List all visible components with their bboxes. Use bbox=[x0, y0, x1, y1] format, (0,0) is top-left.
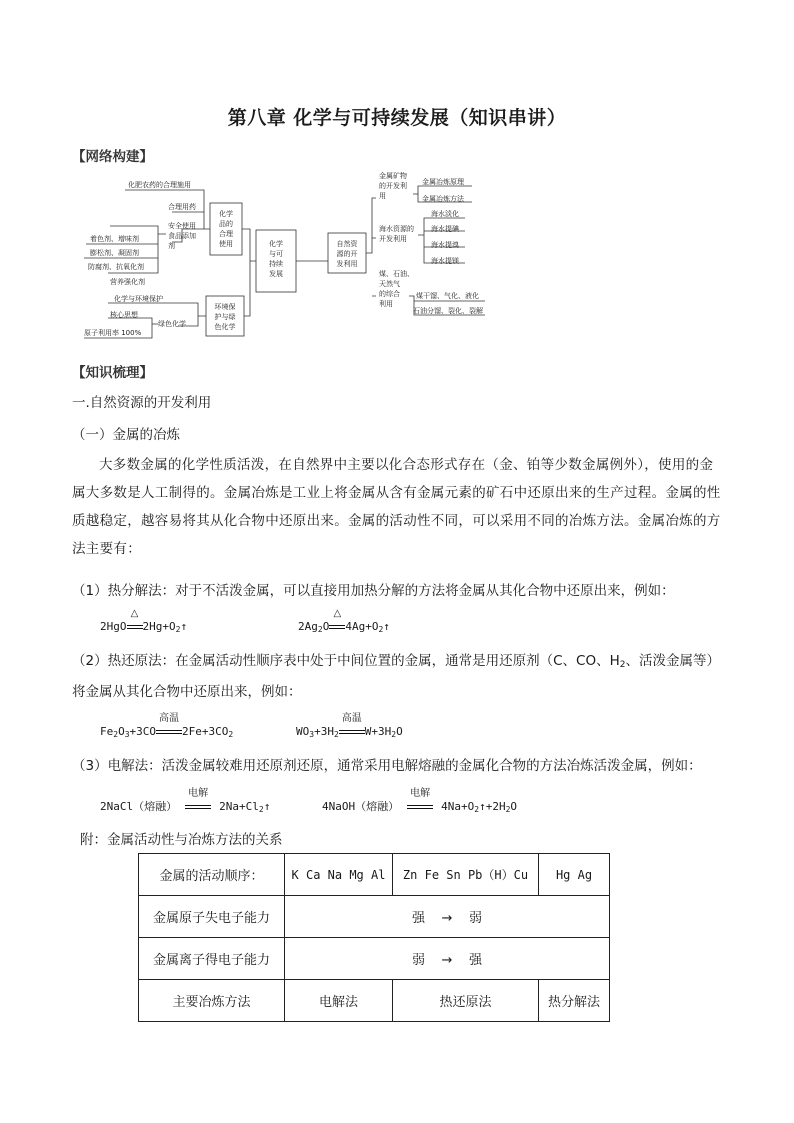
table-cell: 金属原子失电子能力 bbox=[139, 896, 285, 938]
center-node-line: 与可 bbox=[269, 250, 283, 258]
coal-item: 石油分馏、裂化、裂解 bbox=[413, 307, 483, 315]
table-cell: 金属离子得电子能力 bbox=[139, 938, 285, 980]
equation-wo3: $WO_3+3H_2$ 高温 $W+3H_2O$ bbox=[296, 713, 403, 739]
node-metal: 用 bbox=[379, 192, 386, 200]
node-line: 源的开 bbox=[336, 250, 358, 258]
appendix-caption: 附：金属活动性与冶炼方法的关系 bbox=[80, 832, 283, 848]
item-fertilizer: 化肥农药的合理施用 bbox=[128, 181, 191, 189]
section-heading-1: 一.自然资源的开发利用 bbox=[72, 395, 212, 411]
equation-naoh: 4NaOH（熔融） 电解 $4Na+O_2↑+2H_2O$ bbox=[322, 788, 518, 814]
green-core: 核心思想 bbox=[110, 311, 138, 319]
sea-item: 海水提镁 bbox=[431, 257, 459, 265]
electrolysis-condition: 电解 bbox=[410, 788, 431, 799]
high-temp-condition: 高温 bbox=[341, 713, 362, 724]
item-medicine: 合理用药 bbox=[168, 203, 196, 211]
item-food-1: 安全使用 bbox=[168, 222, 196, 230]
center-node-line: 持续 bbox=[269, 260, 283, 268]
heat-condition: △ bbox=[130, 608, 139, 619]
node-metal: 的开发利 bbox=[379, 182, 407, 190]
table-cell: 弱 → 强 bbox=[285, 938, 610, 980]
node-coal: 煤、石油、 bbox=[379, 270, 414, 278]
metal-activity-table bbox=[138, 853, 610, 1022]
center-node-line: 发展 bbox=[269, 270, 283, 278]
method-2-part-b: 、活泼金属等） bbox=[625, 653, 720, 669]
equation-nacl: 2NaCl（熔融） 电解 $2Na+Cl_2↑$ bbox=[100, 788, 271, 814]
table-row bbox=[139, 938, 610, 980]
node-metal: 金属矿物 bbox=[379, 172, 407, 180]
coal-item: 煤干馏、气化、液化 bbox=[416, 292, 479, 300]
center-node-line: 化学 bbox=[269, 240, 283, 248]
node-line: 品的 bbox=[219, 220, 233, 228]
method-3-text: （3）电解法：活泼金属较难用还原剂还原，通常采用电解熔融的金属化合物的方法冶炼活泼金属，例如： bbox=[72, 758, 702, 774]
item-food-2: 食品添加 bbox=[168, 232, 196, 240]
method-2-text: （2）热还原法：在金属活动性顺序表中处于中间位置的金属，通常是用还原剂（C、CO、$H_2$、活泼金属等） bbox=[72, 653, 720, 670]
item-food-3: 剂 bbox=[168, 242, 175, 250]
node-line: 色化学 bbox=[214, 323, 236, 331]
heat-condition: △ bbox=[333, 608, 342, 619]
node-line: 化学 bbox=[219, 210, 233, 218]
method-2-part-a: （2）热还原法：在金属活动性顺序表中处于中间位置的金属，通常是用还原剂（C、CO、H bbox=[72, 653, 620, 669]
section-tag-knowledge: 【知识梳理】 bbox=[72, 365, 153, 381]
metal-item: 金属冶炼方法 bbox=[422, 195, 464, 203]
table-cell: 热还原法 bbox=[393, 980, 539, 1022]
section-tag-network: 【网络构建】 bbox=[72, 149, 153, 165]
subsection-heading-1: （一）金属的冶炼 bbox=[72, 427, 180, 443]
table-cell: K Ca Na Mg Al bbox=[285, 854, 393, 896]
sea-item: 海水提溴 bbox=[431, 241, 459, 249]
equation-ag2o: $2Ag_2O$ △ $4Ag+O_2↑$ bbox=[298, 608, 390, 634]
table-cell: 电解法 bbox=[285, 980, 393, 1022]
table-row bbox=[139, 854, 610, 896]
green-atom: 原子利用率 100% bbox=[84, 329, 142, 337]
page-title: 第八章 化学与可持续发展（知识串讲） bbox=[227, 107, 567, 129]
item-green-chem: 绿色化学 bbox=[158, 320, 186, 328]
table-cell: 主要冶炼方法 bbox=[139, 980, 285, 1022]
node-coal: 天然气 bbox=[379, 280, 400, 288]
additive-item: 着色剂、增味剂 bbox=[90, 235, 139, 243]
method-1-text: （1）热分解法：对于不活泼金属，可以直接用加热分解的方法将金属从其化合物中还原出来，例如： bbox=[72, 583, 675, 599]
table-cell: Hg Ag bbox=[539, 854, 610, 896]
node-line: 环境保 bbox=[214, 303, 236, 311]
node-coal: 的综合 bbox=[379, 290, 400, 298]
item-env-protection: 化学与环境保护 bbox=[114, 295, 163, 303]
node-line: 合理 bbox=[219, 230, 233, 238]
node-sea: 开发利用 bbox=[379, 235, 407, 243]
table-row bbox=[139, 980, 610, 1022]
table-cell: 金属的活动顺序： bbox=[139, 854, 285, 896]
node-line: 使用 bbox=[219, 240, 233, 248]
table-cell: 热分解法 bbox=[539, 980, 610, 1022]
additive-item: 营养强化剂 bbox=[110, 278, 145, 286]
table-row bbox=[139, 896, 610, 938]
method-2-text-cont: 将金属从其化合物中还原出来，例如： bbox=[72, 684, 302, 700]
high-temp-condition: 高温 bbox=[159, 713, 180, 724]
sea-item: 海水提碘 bbox=[431, 225, 459, 233]
node-coal: 利用 bbox=[379, 300, 393, 308]
table-cell: 强 → 弱 bbox=[285, 896, 610, 938]
intro-paragraph: 大多数金属的化学性质活泼，在自然界中主要以化合态形式存在（金、铂等少数金属例外），使用的金属大多数是人工制得的。金属冶炼是工业上将金属从含有金属元素的矿石中还原出来的生产过程。金属的性质越稳定，越容易将其从化合物中还原出来。金属的活动性不同，可以采用不同的冶炼方法。金属冶炼的方法主要有： bbox=[72, 457, 721, 557]
equation-fe2o3: $Fe_2O_3+3CO$ 高温 $2Fe+3CO_2$ bbox=[100, 713, 234, 739]
node-line: 自然资 bbox=[336, 240, 358, 248]
additive-item: 防腐剂、抗氧化剂 bbox=[88, 263, 144, 271]
knowledge-network-diagram bbox=[80, 168, 500, 343]
sea-item: 海水淡化 bbox=[431, 210, 459, 218]
table-cell: Zn Fe Sn Pb（H）Cu bbox=[393, 854, 539, 896]
metal-item: 金属冶炼原理 bbox=[422, 178, 464, 186]
node-line: 发利用 bbox=[336, 260, 358, 268]
node-line: 护与绿 bbox=[214, 313, 236, 321]
node-sea: 海水资源的 bbox=[379, 225, 414, 233]
electrolysis-condition: 电解 bbox=[188, 788, 209, 799]
equation-hgo: 2HgO △ $2Hg+O_2↑$ bbox=[100, 608, 188, 634]
additive-item: 膨松剂、凝固剂 bbox=[90, 249, 139, 257]
